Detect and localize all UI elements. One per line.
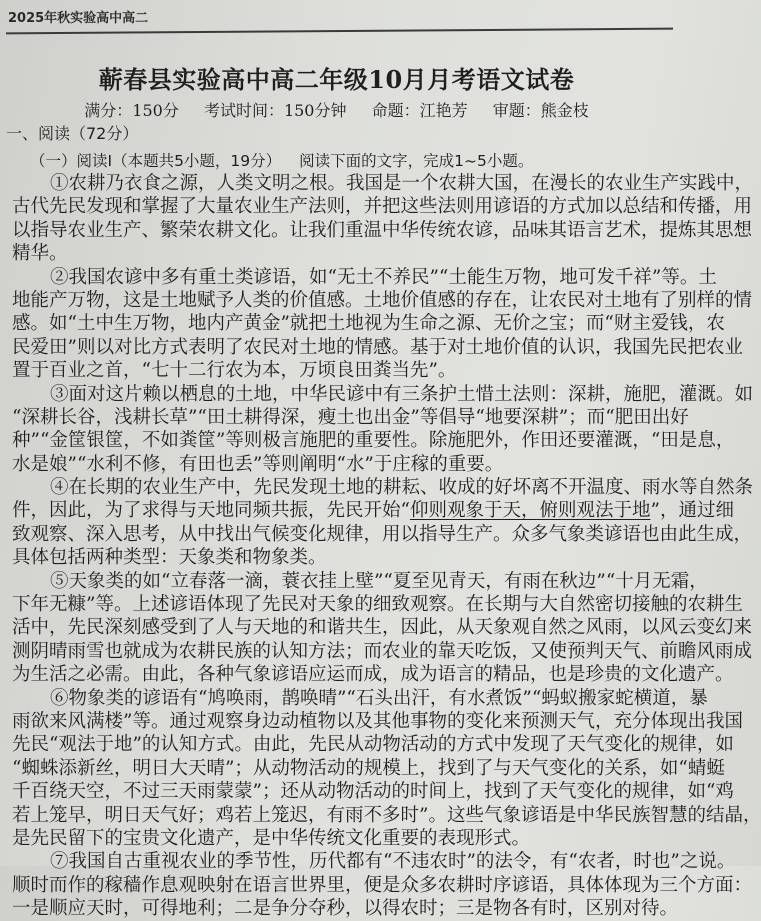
passage-line — [12, 359, 660, 382]
passage-line — [12, 546, 660, 569]
passage-line — [12, 383, 754, 406]
passage-line — [12, 570, 708, 593]
line-text: 先民“观法于地”的认知方式。由此，先民从动物活动的方式中发现了天气变化的规律，如 — [12, 734, 734, 756]
underlined-quote: 仰则观象于天，俯则观法于地 — [409, 500, 651, 522]
passage-line — [12, 733, 734, 756]
line-text: ①农耕乃衣食之源，人类文明之根。我国是一个农耕大国，在漫长的农业生产实践中， — [50, 173, 754, 194]
line-text: 活中，先民深刻感受到了人与天地的和谐共生，因此，从天象观自然之风雨，以风云变幻来 — [12, 617, 753, 639]
line-text: ”，通过细 — [650, 500, 734, 522]
line-text: 感。如“土中生万物，地内产黄金”就把土地视为生命之源、无价之宝；而“财主爱钱，农 — [12, 313, 725, 335]
passage-line — [12, 312, 725, 335]
passage-line — [12, 453, 660, 476]
line-text: 精华。 — [12, 243, 68, 265]
passage-line — [12, 616, 753, 639]
line-text: 下年无糠”等。上述谚语体现了先民对天象的细致观察。在长期与大自然密切接触的农耕生 — [12, 594, 743, 616]
passage-line — [12, 336, 743, 359]
full-score: 满分：150分 — [84, 101, 179, 120]
line-text: 雨欲来风满楼”等。通过观察身边动植物以及其他事物的变化来预测天气，充分体现出我国 — [12, 710, 743, 732]
line-text: ④在长期的农业生产中，先民发现土地的耕耘、收成的好坏离不开温度、雨水等自然条 — [50, 477, 754, 499]
line-text: 顺时而作的稼穑作息观映射在语言世界里，便是众多农耕时序谚语，具体体现为三个方面： — [12, 874, 753, 896]
header-divider — [6, 28, 673, 35]
passage-line — [12, 710, 743, 733]
subsection-instruction: 阅读下面的文字，完成1~5小题。 — [299, 152, 534, 170]
line-text: ⑥物象类的谚语有“鸠唤雨，鹊唤晴”“石头出汗，有水煮饭”“蚂蚁搬家蛇横道，暴 — [50, 687, 708, 709]
passage-line — [12, 266, 717, 289]
passage-line — [12, 242, 660, 265]
line-text: 古代先民发现和掌握了大量农业生产法则，并把这些法则用谚语的方式加以总结和传播，用 — [12, 196, 753, 218]
line-text: 以指导农业生产、繁荣农耕文化。让我们重温中华传统农谚，品味其语言艺术，提炼其思想 — [12, 219, 753, 241]
line-text: 地能产万物，这是土地赋予人类的价值感。土地价值感的存在，让农民对土地有了别样的情 — [12, 289, 753, 311]
passage-line — [12, 172, 754, 195]
exam-time: 考试时间：150分钟 — [203, 101, 347, 120]
line-text: ②我国农谚中多有重土类谚语，如“无土不养民”“土能生万物，地可发千祥”等。土 — [50, 266, 717, 288]
exam-header: 2025年秋实验高中高二 — [8, 11, 149, 26]
line-text: 水是娘”“水利不修，有田也丢”等则阐明“水”于庄稼的重要。 — [12, 453, 504, 475]
line-text: 是先民留下的宝贵文化遗产，是中华传统文化重要的表现形式。 — [12, 827, 531, 849]
passage — [12, 172, 761, 921]
passage-line — [12, 406, 689, 429]
passage-line — [12, 195, 753, 218]
passage-line — [12, 780, 734, 803]
page-title: 蕲春县实验高中高二年级10月月考语文试卷 — [98, 65, 575, 94]
section-heading: 一、阅读（72分） — [6, 124, 139, 143]
passage-line — [12, 593, 743, 616]
passage-line — [12, 219, 753, 242]
line-text: 测阴晴雨雪也就成为农耕民族的认知方法；而农业的靠天吃饭，又使预判天气、前瞻风雨成 — [12, 640, 753, 662]
passage-line — [12, 663, 734, 686]
passage-line — [12, 687, 708, 710]
passage-line — [12, 804, 761, 827]
line-text: 具体包括两种类型：天象类和物象类。 — [12, 547, 327, 569]
line-text: 若上笼早，明日天气好；鸡若上笼迟，有雨不多时”。这些气象谚语是中华民族智慧的结晶， — [12, 804, 761, 826]
line-text: “深耕长谷，浅耕长草”“田土耕得深，瘦土也出金”等倡导“地要深耕”；而“肥田出好 — [12, 406, 689, 428]
line-text: 千百绕天空，不过三天雨蒙蒙”；还从动物活动的时间上，找到了天气变化的规律，如“鸡 — [12, 781, 734, 803]
subsection-heading — [30, 149, 533, 171]
line-text: ⑤天象类的如“立春落一滴，蓑衣挂上壁”“夏至见青天，有雨在秋边”“十月无霜， — [50, 570, 708, 592]
line-text: 民爱田”则以对比方式表明了农民对土地的情感。基于对土地价值的认识，我国先民把农业 — [12, 336, 743, 358]
line-text: 为生活之必需。由此，各种气象谚语应运而成，成为语言的精品，也是珍贵的文化遗产。 — [12, 664, 734, 686]
passage-line — [12, 289, 753, 312]
passage-line — [12, 897, 679, 920]
line-text: 种”“金筐银筐，不如粪筐”等则极言施肥的重要性。除施肥外，作田还要灌溉，“田是息， — [12, 430, 735, 452]
line-text: ③面对这片赖以栖息的土地，中华民谚中有三条护土惜土法则：深耕，施肥，灌溉。如 — [50, 383, 754, 405]
line-text: 一是顺应天时，可得地利；二是争分夺秒，以得农时；三是物各有时，区别对待。 — [12, 898, 679, 920]
line-text: 置于百业之首，“七十二行农为本，万顷良田粪当先”。 — [12, 360, 457, 382]
passage-line — [12, 827, 660, 850]
subsection-label: （一）阅读Ⅰ（本题共5小题，19分） — [30, 152, 282, 170]
exam-meta — [0, 98, 673, 121]
question-setter: 命题：江艳芳 — [371, 101, 468, 120]
line-text: “蜘蛛添新丝，明日大天晴”；从动物活动的规模上，找到了与天气变化的关系，如“蜻蜓 — [12, 757, 725, 779]
passage-line — [12, 874, 753, 897]
passage-line — [12, 476, 754, 499]
passage-line — [12, 757, 725, 780]
reviewer: 审题：熊金枝 — [492, 101, 589, 120]
line-text: ⑦我国自古重视农业的季节性，历代都有“不违农时”的法令，有“农者，时也”之说。 — [50, 851, 736, 873]
passage-line — [12, 640, 753, 663]
passage-line — [12, 499, 734, 522]
passage-line — [12, 429, 735, 452]
passage-line — [12, 850, 736, 873]
line-text: 致观察、深入思考，从中找出气候变化规律，用以指导生产。众多气象类谚语也由此生成， — [12, 523, 753, 545]
line-text: 件，因此，为了求得与天地同频共振，先民开始“ — [12, 500, 410, 522]
passage-line — [12, 523, 753, 546]
